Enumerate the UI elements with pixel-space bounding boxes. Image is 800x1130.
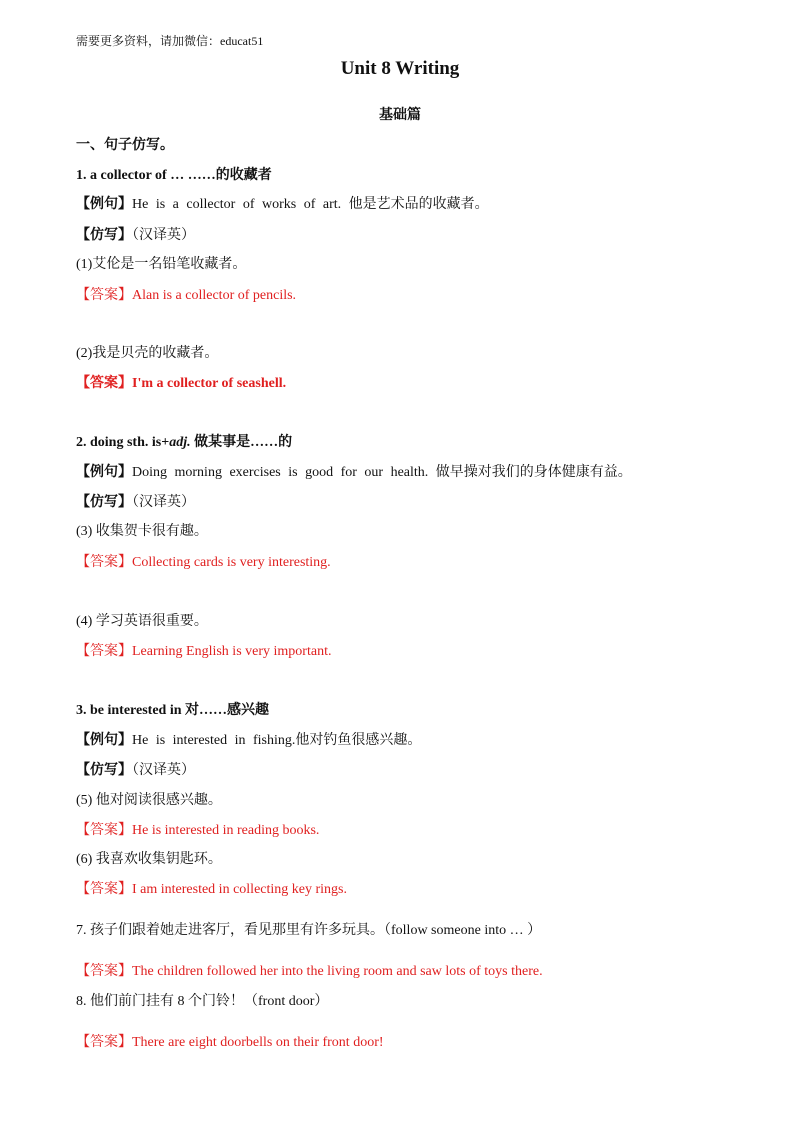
practice-tag: 【仿写】 xyxy=(76,763,132,778)
question-4: (4) 学习英语很重要。 xyxy=(76,614,208,629)
question-7: 7. 孩子们跟着她走进客厅，看见那里有许多玩具。（follow someone into … ） xyxy=(76,923,542,938)
item-3-heading: 3. be interested in 对……感兴趣 xyxy=(76,703,270,718)
question-1: (1)艾伦是一名铅笔收藏者。 xyxy=(76,257,247,272)
answer-tag: 【答案】 xyxy=(76,882,132,897)
heading-part: 做某事是……的 xyxy=(190,435,293,450)
answer-text: Learning English is very important. xyxy=(132,644,332,659)
answer-text: Collecting cards is very interesting. xyxy=(132,555,331,570)
answer-text: There are eight doorbells on their front door! xyxy=(132,1035,384,1050)
item-2-heading xyxy=(76,431,292,451)
example-tag: 【例句】 xyxy=(76,465,132,480)
answer-text: Alan is a collector of pencils. xyxy=(132,288,297,303)
example-text: He is interested in fishing.他对钓鱼很感兴趣。 xyxy=(132,733,422,748)
item-1-practice xyxy=(76,224,195,244)
page-header-note: 需要更多资料，请加微信：educat51 xyxy=(76,34,264,48)
answer-8 xyxy=(76,1031,384,1051)
item-3-example xyxy=(76,729,421,749)
answer-6 xyxy=(76,878,347,898)
example-tag: 【例句】 xyxy=(76,197,132,212)
item-1-heading: 1. a collector of … ……的收藏者 xyxy=(76,168,272,183)
question-3: (3) 收集贺卡很有趣。 xyxy=(76,524,208,539)
answer-text: He is interested in reading books. xyxy=(132,823,320,838)
practice-tag: 【仿写】 xyxy=(76,495,132,510)
example-tag: 【例句】 xyxy=(76,733,132,748)
heading-adj: adj. xyxy=(169,435,191,450)
answer-tag: 【答案】 xyxy=(76,644,132,659)
practice-note: （汉译英） xyxy=(132,228,195,243)
question-6: (6) 我喜欢收集钥匙环。 xyxy=(76,852,222,867)
practice-note: （汉译英） xyxy=(132,495,195,510)
answer-tag: 【答案】 xyxy=(76,376,132,391)
answer-7 xyxy=(76,960,543,980)
answer-2 xyxy=(76,372,286,392)
practice-note: （汉译英） xyxy=(132,763,195,778)
answer-text: I am interested in collecting key rings. xyxy=(132,882,347,897)
practice-tag: 【仿写】 xyxy=(76,228,132,243)
answer-1 xyxy=(76,284,296,304)
example-text: Doing morning exercises is good for our health. 做早操对我们的身体健康有益。 xyxy=(132,465,632,480)
answer-tag: 【答案】 xyxy=(76,964,132,979)
question-2: (2)我是贝壳的收藏者。 xyxy=(76,346,219,361)
item-1-example xyxy=(76,193,489,213)
answer-text: I'm a collector of seashell. xyxy=(132,376,287,391)
item-2-example xyxy=(76,461,632,481)
heading-part: 2. doing sth. is+ xyxy=(76,435,170,450)
item-2-practice xyxy=(76,491,195,511)
answer-text: The children followed her into the living room and saw lots of toys there. xyxy=(132,964,543,979)
question-5: (5) 他对阅读很感兴趣。 xyxy=(76,793,222,808)
item-3-practice xyxy=(76,759,195,779)
example-text: He is a collector of works of art. 他是艺术品的收藏者。 xyxy=(132,197,489,212)
answer-tag: 【答案】 xyxy=(76,288,132,303)
answer-4 xyxy=(76,640,331,660)
answer-3 xyxy=(76,551,331,571)
answer-5 xyxy=(76,819,319,839)
page-title: Unit 8 Writing xyxy=(340,58,460,79)
page-subtitle: 基础篇 xyxy=(379,108,421,123)
answer-tag: 【答案】 xyxy=(76,823,132,838)
answer-tag: 【答案】 xyxy=(76,1035,132,1050)
question-8: 8. 他们前门挂有 8 个门铃！（front door） xyxy=(76,994,329,1009)
answer-tag: 【答案】 xyxy=(76,555,132,570)
section-heading: 一、句子仿写。 xyxy=(76,138,174,153)
